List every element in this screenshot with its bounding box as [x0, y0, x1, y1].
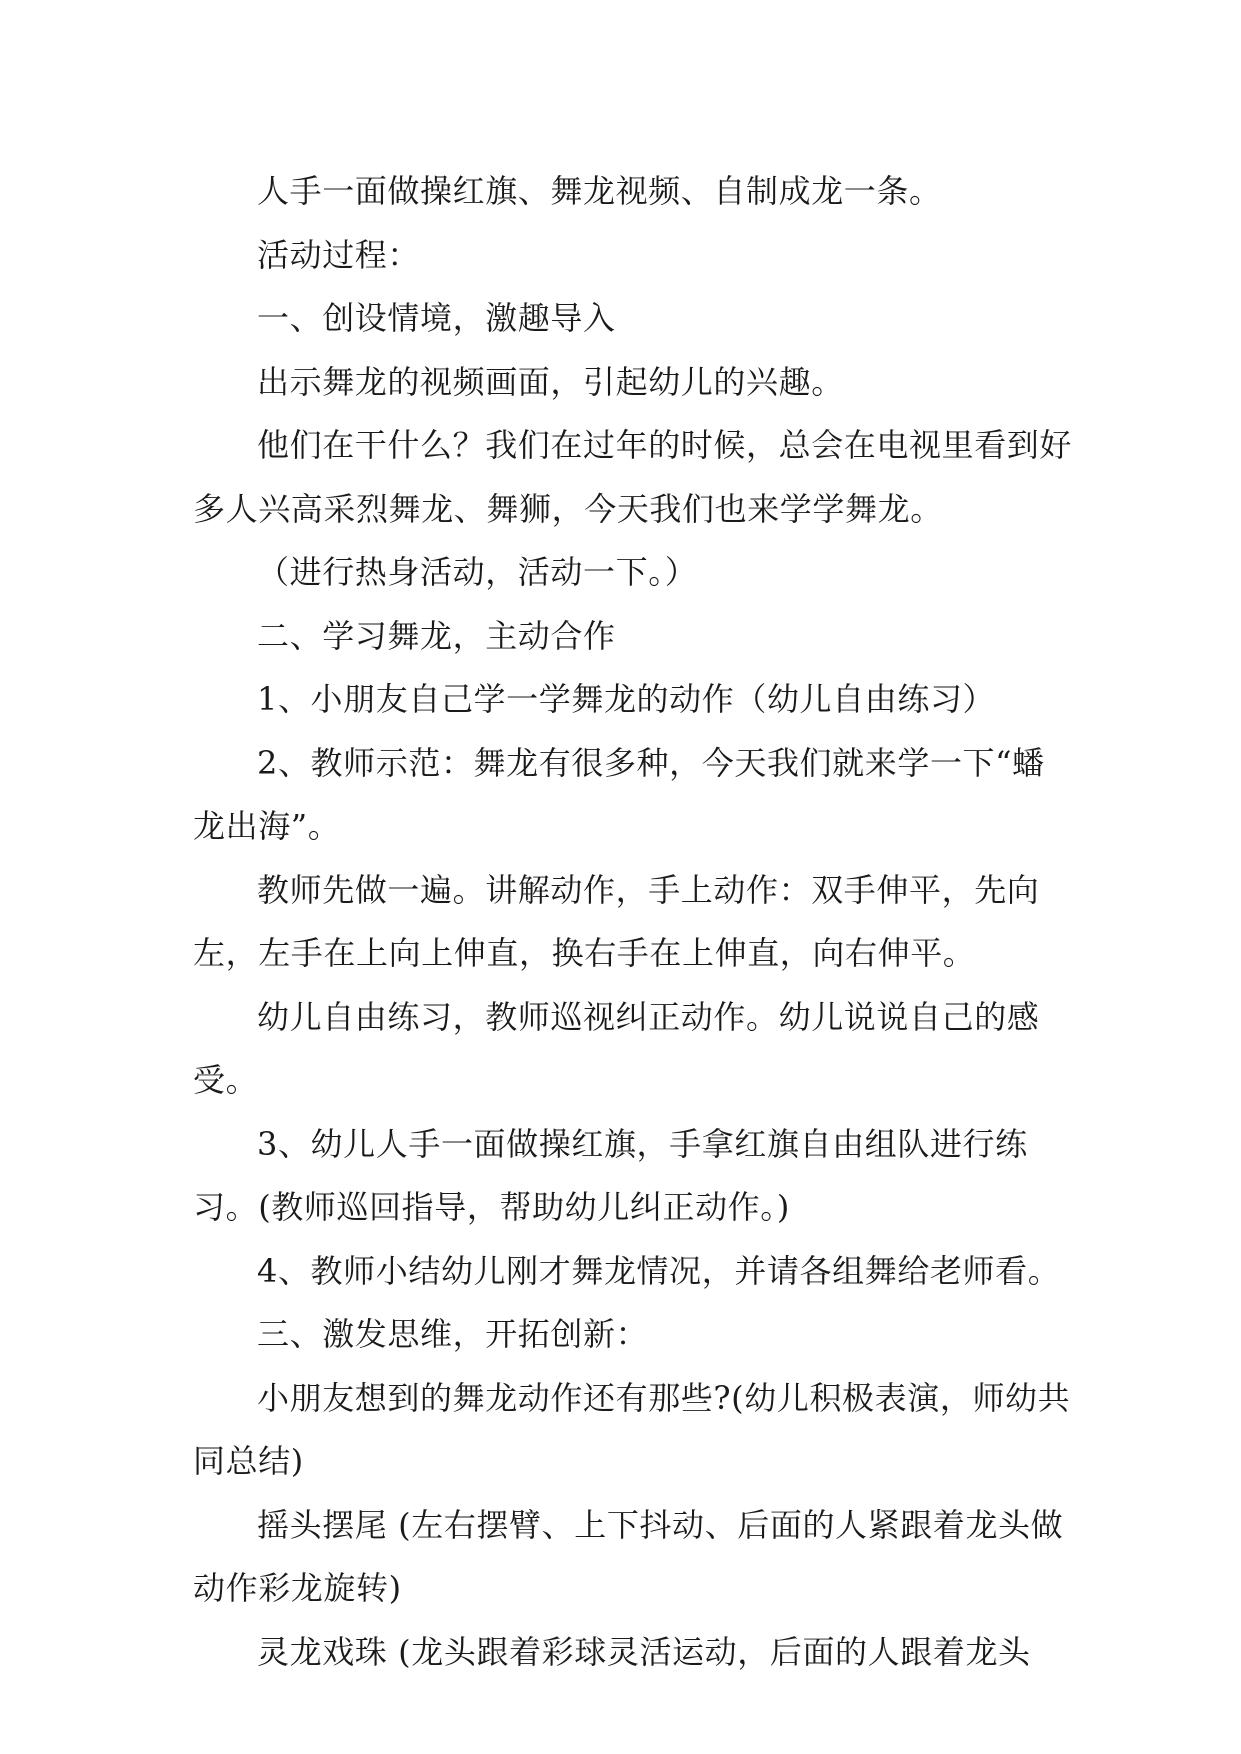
- paragraph: （进行热身活动，活动一下。）: [257, 553, 698, 591]
- document-body: [193, 160, 1073, 1684]
- paragraph: 他们在干什么？我们在过年的时候，总会在电视里看到好多人兴高采烈舞龙、舞狮，今天我们也来学学舞龙。: [193, 426, 1073, 528]
- paragraph: 摇头摆尾 (左右摆臂、上下抖动、后面的人紧跟着龙头做动作彩龙旋转): [193, 1505, 1064, 1607]
- paragraph: 灵龙戏珠 (龙头跟着彩球灵活运动，后面的人跟着龙头: [257, 1632, 1031, 1671]
- section-heading-1: 一、创设情境，激趣导入: [257, 299, 616, 337]
- section-heading-3: 三、激发思维，开拓创新：: [257, 1315, 649, 1353]
- paragraph: 小朋友想到的舞龙动作还有那些?(幼儿积极表演，师幼共同总结): [193, 1378, 1071, 1480]
- paragraph-materials: 人手一面做操红旗、舞龙视频、自制成龙一条。: [257, 172, 942, 210]
- section-heading-2: 二、学习舞龙，主动合作: [257, 616, 616, 655]
- list-item: 1、小朋友自己学一学舞龙的动作（幼儿自由练习）: [257, 680, 996, 718]
- paragraph-process-heading: 活动过程：: [257, 235, 421, 274]
- list-item: 3、幼儿人手一面做操红旗，手拿红旗自由组队进行练习。(教师巡回指导，帮助幼儿纠正动作。): [193, 1124, 1028, 1226]
- paragraph: 教师先做一遍。讲解动作，手上动作：双手伸平，先向左，左手在上向上伸直，换右手在上伸直，向右伸平。: [193, 870, 1040, 972]
- paragraph: 幼儿自由练习，教师巡视纠正动作。幼儿说说自己的感受。: [193, 997, 1040, 1099]
- list-item: 4、教师小结幼儿刚才舞龙情况，并请各组舞给老师看。: [257, 1251, 1061, 1290]
- list-item: 2、教师示范：舞龙有很多种，今天我们就来学一下“蟠龙出海”。: [193, 743, 1045, 845]
- paragraph: 出示舞龙的视频画面，引起幼儿的兴趣。: [257, 362, 844, 401]
